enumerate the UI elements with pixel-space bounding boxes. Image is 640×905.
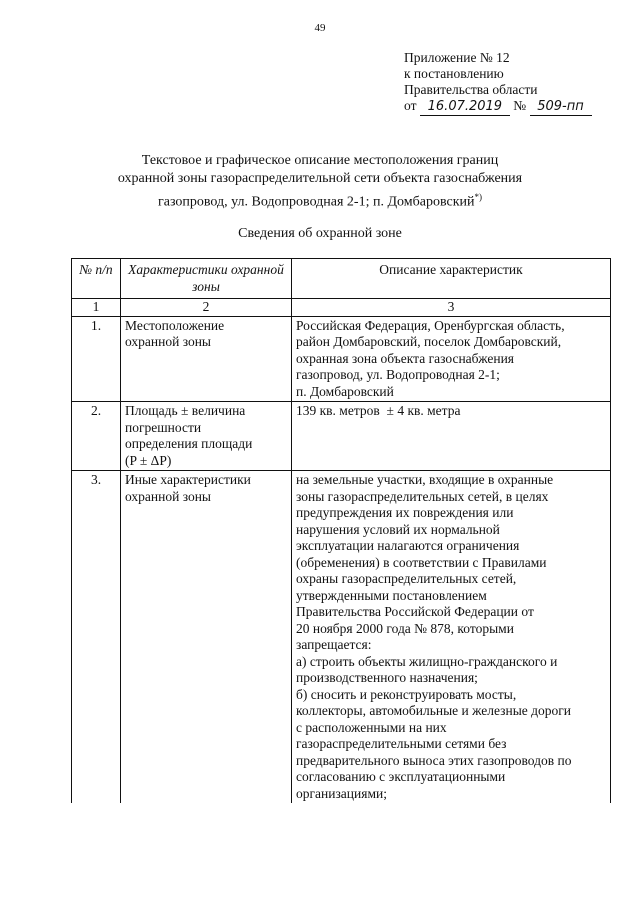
date-prefix: от bbox=[404, 98, 417, 113]
index-cell-2: 2 bbox=[121, 299, 292, 317]
document-title bbox=[100, 152, 540, 212]
header-row bbox=[72, 259, 611, 299]
section-subtitle: Сведения об охранной зоне bbox=[238, 226, 402, 241]
number-prefix: № bbox=[513, 98, 527, 113]
header-number: № п/п bbox=[72, 259, 121, 299]
title-line-3: газопровод, ул. Водопроводная 2-1; п. Домбаровский*) bbox=[158, 192, 482, 210]
table-row bbox=[72, 316, 611, 402]
footnote-mark: *) bbox=[474, 192, 482, 202]
annex-line-2: к постановлению bbox=[404, 66, 504, 81]
row-characteristic: Иные характеристики охранной зоны bbox=[121, 471, 292, 804]
page-number: 49 bbox=[314, 22, 326, 34]
row-characteristic: Площадь ± величина погрешности определения площади (P ± ΔP) bbox=[121, 402, 292, 471]
annex-line-1: Приложение № 12 bbox=[404, 50, 510, 65]
row-number: 2. bbox=[72, 402, 121, 471]
index-row bbox=[72, 299, 611, 317]
table-row bbox=[72, 402, 611, 471]
row-number: 1. bbox=[72, 316, 121, 402]
title-line-2: охранной зоны газораспределительной сети объекта газоснабжения bbox=[117, 171, 523, 186]
row-number: 3. bbox=[72, 471, 121, 804]
row-characteristic: Местоположение охранной зоны bbox=[121, 316, 292, 402]
annex-header bbox=[404, 50, 592, 116]
title-line-1: Текстовое и графическое описание местоположения границ bbox=[141, 153, 499, 168]
row-description: 139 кв. метров ± 4 кв. метра bbox=[292, 402, 611, 471]
index-cell-3: 3 bbox=[292, 299, 611, 317]
table-row bbox=[72, 471, 611, 804]
index-cell-1: 1 bbox=[72, 299, 121, 317]
handwritten-date: 16.07.2019 bbox=[420, 99, 510, 116]
annex-line-3: Правительства области bbox=[404, 82, 538, 97]
zone-info-table bbox=[71, 258, 611, 803]
handwritten-number: 509-пп bbox=[530, 99, 592, 116]
row-description: Российская Федерация, Оренбургская область, район Домбаровский, поселок Домбаровский, охранная зона объекта газоснабжения газопровод, ул. Водопроводная 2-1; п. Домбаровский bbox=[292, 316, 611, 402]
row-description: на земельные участки, входящие в охранные зоны газораспределительных сетей, в целях предупреждения их повреждения или нарушения условий их нормальной эксплуатации налагаются ограничения (обременения) в соответствии с Правилами охраны газораспределительных сетей, утвержденными постановлением Правительства Российской Федерации от 20 ноября 2000 года № 878, которыми запрещается: а) строить объекты жилищно-гражданского и производственного назначения; б) сносить и реконструировать мосты, коллекторы, автомобильные и железные дороги с расположенными на них газораспределительными сетями без предварительного выноса этих газопроводов по согласованию с эксплуатационными организациями; bbox=[292, 471, 611, 804]
header-description: Описание характеристик bbox=[292, 259, 611, 299]
annex-date-line bbox=[404, 98, 592, 116]
header-characteristics: Характеристики охранной зоны bbox=[121, 259, 292, 299]
